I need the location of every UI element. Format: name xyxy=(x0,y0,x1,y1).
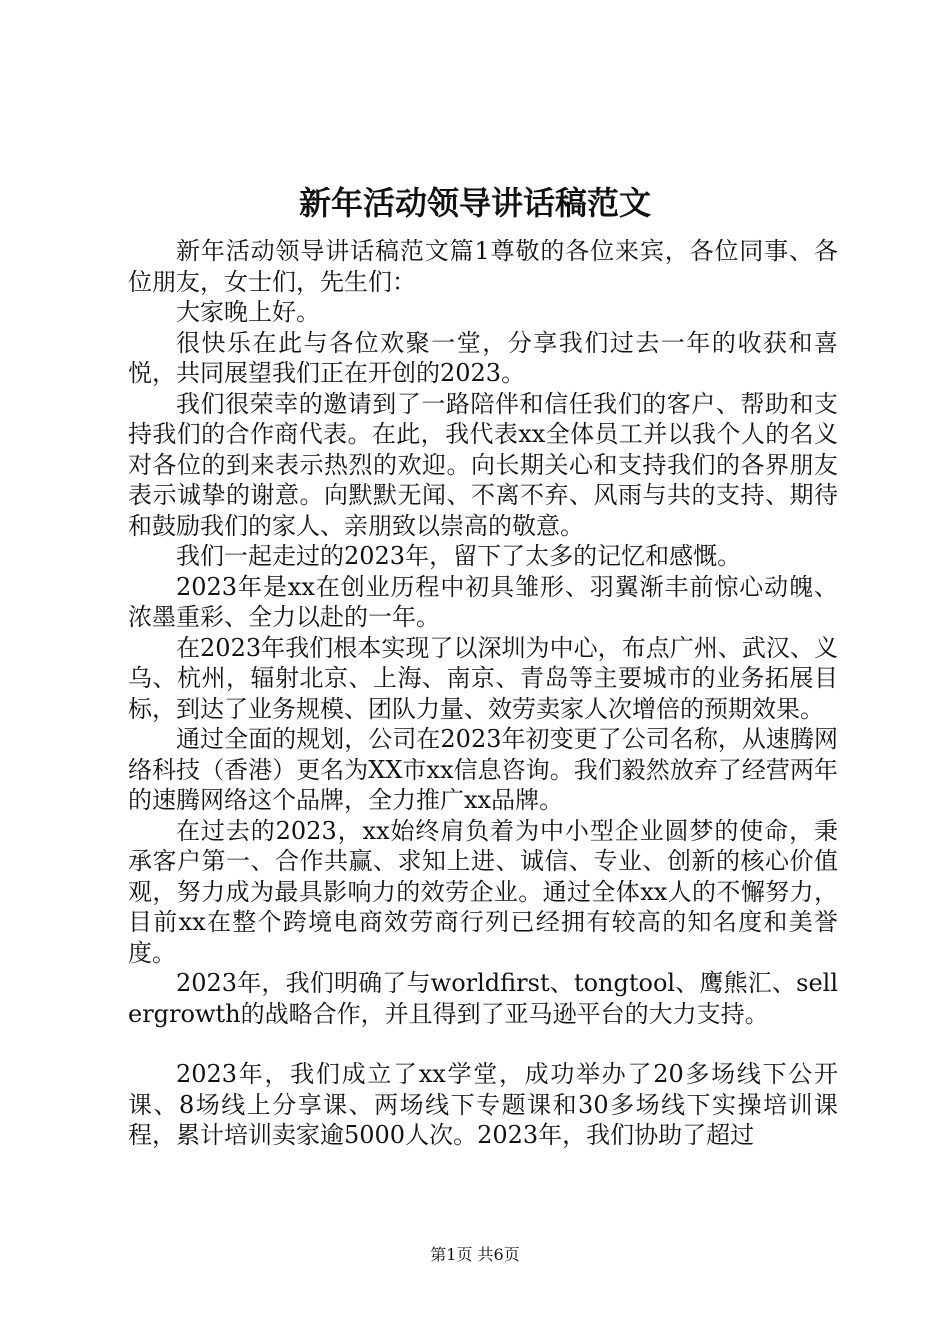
paragraph-7: 在2023年我们根本实现了以深圳为中心，布点广州、武汉、义乌、杭州，辐射北京、上海、南京、青岛等主要城市的业务拓展目标，到达了业务规模、团队力量、效劳卖家人次增倍的预期效果。 xyxy=(128,633,838,723)
document-title: 新年活动领导讲话稿范文 xyxy=(298,184,651,222)
paragraph-3: 很快乐在此与各位欢聚一堂，分享我们过去一年的收获和喜悦，共同展望我们正在开创的2023。 xyxy=(128,328,838,387)
paragraph-4: 我们很荣幸的邀请到了一路陪伴和信任我们的客户、帮助和支持我们的合作商代表。在此，我代表xx全体员工并以我个人的名义对各位的到来表示热烈的欢迎。向长期关心和支持我们的各界朋友表示诚挚的谢意。向默默无闻、不离不弃、风雨与共的支持、期待和鼓励我们的家人、亲朋致以崇高的敬意。 xyxy=(128,389,838,540)
document-body xyxy=(128,236,838,1151)
paragraph-10: 2023年，我们明确了与worldfirst、tongtool、鹰熊汇、sellergrowth的战略合作，并且得到了亚马逊平台的大力支持。 xyxy=(128,969,838,1028)
paragraph-5: 我们一起走过的2023年，留下了太多的记忆和感慨。 xyxy=(176,542,742,570)
paragraph-6: 2023年是xx在创业历程中初具雏形、羽翼渐丰前惊心动魄、浓墨重彩、全力以赴的一年。 xyxy=(128,572,838,631)
paragraph-2: 大家晚上好。 xyxy=(176,298,320,326)
paragraph-11: 2023年，我们成立了xx学堂，成功举办了20多场线下公开课、8场线上分享课、两场线下专题课和30多场线下实操培训课程，累计培训卖家逾5000人次。2023年，我们协助了超过 xyxy=(128,1060,838,1149)
page-footer: 第1页 共6页 xyxy=(430,1245,520,1264)
paragraph-8: 通过全面的规划，公司在2023年初变更了公司名称，从速腾网络科技（香港）更名为XX市xx信息咨询。我们毅然放弃了经营两年的速腾网络这个品牌，全力推广xx品牌。 xyxy=(128,725,838,814)
paragraph-1: 新年活动领导讲话稿范文篇1尊敬的各位来宾，各位同事、各位朋友，女士们，先生们： xyxy=(128,237,838,296)
paragraph-9: 在过去的2023，xx始终肩负着为中小型企业圆梦的使命，秉承客户第一、合作共赢、求知上进、诚信、专业、创新的核心价值观，努力成为最具影响力的效劳企业。通过全体xx人的不懈努力，目前xx在整个跨境电商效劳商行列已经拥有较高的知名度和美誉度。 xyxy=(128,816,838,967)
